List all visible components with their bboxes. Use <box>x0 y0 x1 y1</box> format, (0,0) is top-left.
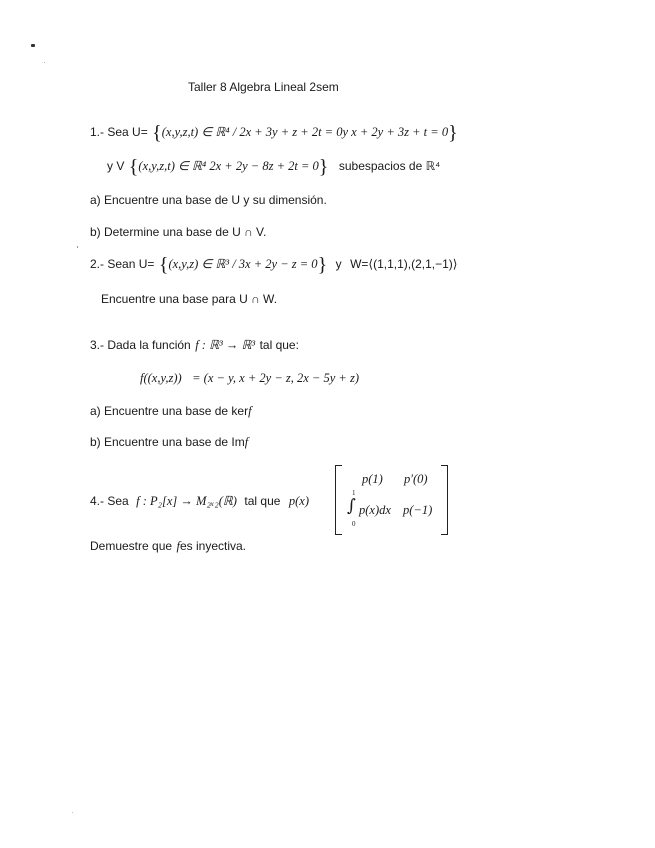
problem-3-intro-suffix: tal que: <box>259 338 299 352</box>
problem-1-subspaces-text: subespacios de ℝ⁴ <box>338 159 441 173</box>
problem-1-set-u: (x,y,z,t) ∈ ℝ⁴ / 2x + 3y + z + 2t = 0y x + 2y + 3z + t = 0 <box>161 125 449 139</box>
problem-2-prefix: 2.- Sean U= <box>90 257 155 271</box>
problem-3-definition <box>140 369 359 387</box>
matrix-entry-12: p′(0) <box>404 472 428 486</box>
matrix-left-bracket <box>335 465 342 535</box>
problem-3-part-b-symbol: f <box>244 435 249 449</box>
problem-4-conclusion-post: es inyectiva. <box>179 539 247 553</box>
scan-speck <box>31 44 35 47</box>
problem-2-w-span: W=⟨(1,1,1),(2,1,−1)⟩ <box>350 257 458 271</box>
problem-3-part-b <box>90 433 248 451</box>
problem-3-line-1 <box>90 336 299 354</box>
problem-3-def-left: f((x,y,z)) <box>140 371 182 385</box>
problem-2-set-u: (x,y,z) ∈ ℝ³ / 3x + 2y − z = 0 <box>168 257 318 271</box>
problem-1-prefix: 1.- Sea U= <box>90 125 148 139</box>
problem-3-map: f : ℝ³ → ℝ³ <box>195 338 256 352</box>
problem-1-line-2 <box>107 156 440 179</box>
problem-2-line-1 <box>90 254 457 277</box>
problem-1-part-b: b) Determine una base de U ∩ V. <box>90 225 267 239</box>
problem-1-v-label: y V <box>107 159 125 173</box>
problem-4-line <box>90 492 309 510</box>
matrix-right-bracket <box>441 465 448 535</box>
problem-2-task: Encuentre una base para U ∩ W. <box>101 292 278 306</box>
brace-close: } <box>318 156 329 178</box>
brace-close: } <box>448 122 458 144</box>
problem-1-line-1 <box>90 122 458 145</box>
problem-3-part-a-text: a) Encuentre una base de ker <box>90 404 249 418</box>
problem-2-connector: y <box>335 257 342 271</box>
problem-1-set-v: (x,y,z,t) ∈ ℝ⁴ 2x + 2y − 8z + 2t = 0 <box>138 159 319 173</box>
problem-4-mid: tal que <box>244 494 281 508</box>
problem-3-intro: 3.- Dada la función <box>90 338 191 352</box>
integral-lower-limit: 0 <box>352 520 356 528</box>
problem-3-part-a <box>90 402 252 420</box>
problem-4-prefix: 4.- Sea <box>90 494 129 508</box>
problem-3-part-b-text: b) Encuentre una base de Im <box>90 435 245 449</box>
brace-open: { <box>128 156 139 178</box>
scan-speck <box>77 246 78 248</box>
problem-1-part-a: a) Encuentre una base de U y su dimensión. <box>90 193 327 207</box>
matrix-entry-22: p(−1) <box>403 503 433 517</box>
problem-4-conclusion-symbol: f <box>176 539 180 553</box>
problem-4-px: p(x) <box>288 494 309 508</box>
worksheet-title: Taller 8 Algebra Lineal 2sem <box>188 80 339 94</box>
problem-4-map: f : P₂[x] → M₂ₓ₂(ℝ) <box>136 494 237 508</box>
scan-speck <box>44 62 45 63</box>
matrix-entry-11: p(1) <box>362 472 383 486</box>
brace-open: { <box>152 122 162 144</box>
integral-sign: ∫ <box>347 496 356 516</box>
matrix-entry-21: p(x)dx <box>359 503 391 517</box>
brace-close: } <box>317 254 328 276</box>
brace-open: { <box>158 254 169 276</box>
problem-3-def-right: = (x − y, x + 2y − z, 2x − 5y + z) <box>192 371 359 385</box>
scan-speck <box>72 812 73 813</box>
problem-4-conclusion <box>90 537 246 555</box>
problem-4-conclusion-pre: Demuestre que <box>90 539 173 553</box>
integral-upper-limit: 1 <box>352 489 356 497</box>
problem-3-part-a-symbol: f <box>248 404 252 418</box>
